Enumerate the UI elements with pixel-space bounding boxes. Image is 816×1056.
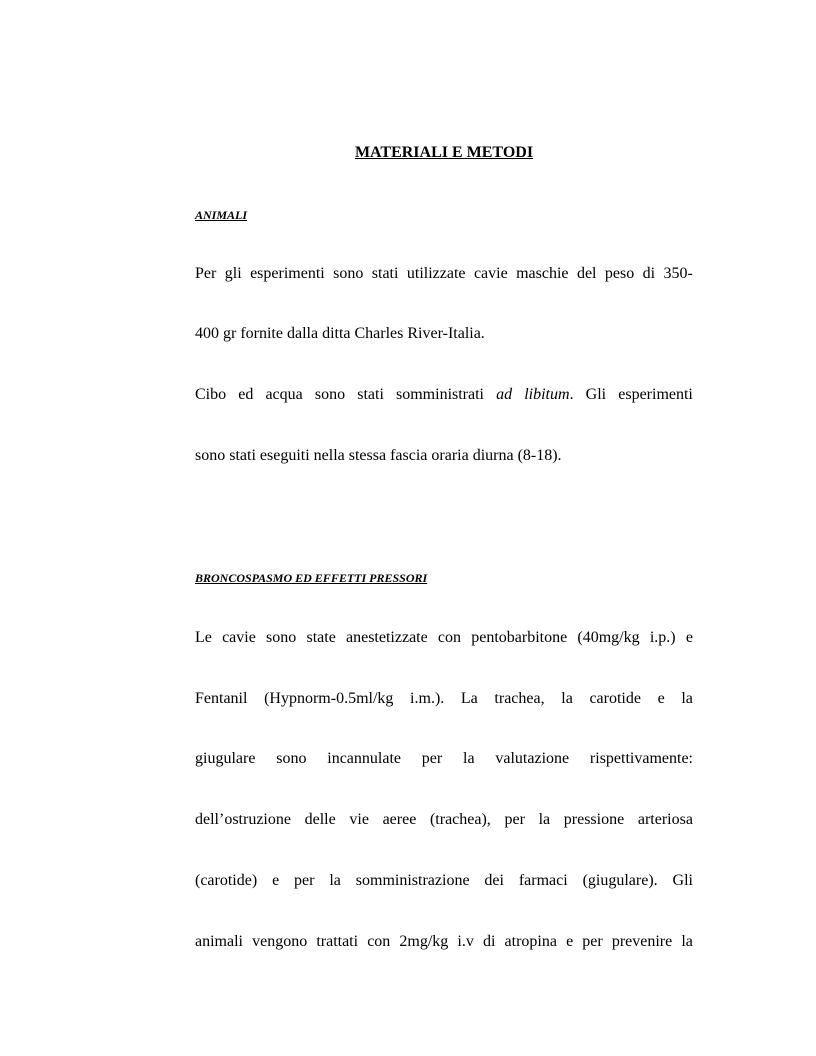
word: la [681,690,693,707]
paragraph-line [195,385,693,405]
word: farmaci [518,872,568,889]
word: (Hypnorm-0.5ml/kg [264,690,394,707]
word: Gli [585,386,607,403]
word: 2mg/kg [399,933,449,950]
word: sono [314,386,346,403]
word: peso [604,265,635,282]
word: animali [195,933,243,950]
word: Gli [672,872,693,889]
word: Per [195,265,217,282]
word: vengono [252,933,308,950]
word: per [504,811,525,828]
word: per [582,933,603,950]
word: dei [484,872,504,889]
word: anestetizzate [346,629,428,646]
word: per [421,750,443,767]
paragraph-line [195,689,693,709]
word: (giugulare). [582,872,658,889]
word: sono [333,265,364,282]
paragraph-line [195,871,693,891]
line-text: sono stati eseguiti nella stessa fascia oraria diurna (8-18). [195,447,562,464]
word: la [463,750,475,767]
word: la [329,872,341,889]
paragraph-line [195,628,693,648]
word: e [685,629,693,646]
word: maschie [516,265,569,282]
word: la [538,811,551,828]
word: incannulate [327,750,401,767]
paragraph-line [195,264,693,284]
word: e [566,933,574,950]
word: cavie [222,629,256,646]
word: per [294,872,315,889]
word: 350- [663,265,693,282]
word: sono [276,750,307,767]
italic-word: ad [496,386,513,403]
word: e [657,690,665,707]
paragraph-line [195,810,693,830]
word: giugulare [195,750,256,767]
word: pressione [563,811,625,828]
word: stati [371,265,399,282]
word: i.m.). [410,690,445,707]
word: con [437,629,462,646]
word: cavie [473,265,508,282]
word: esperimenti [250,265,325,282]
word: gli [224,265,242,282]
word: di [482,933,496,950]
word: stati [357,386,384,403]
word: (trachea), [429,811,491,828]
word: la [561,690,573,707]
italic-word: libitum. [524,386,574,403]
word: di [642,265,656,282]
word: rispettivamente: [589,750,693,767]
word: aeree [382,811,417,828]
paragraph-line [195,324,693,344]
word: acqua [265,386,303,403]
word: Le [195,629,212,646]
word: trattati [316,933,359,950]
word: atropina [504,933,557,950]
section-heading-broncospasmo: BRONCOSPASMO ED EFFETTI PRESSORI [195,571,428,585]
word: con [367,933,391,950]
word: ed [238,386,254,403]
page-title: MATERIALI E METODI [354,144,534,161]
word: i.p.) [649,629,676,646]
word: sono [266,629,297,646]
paragraph-line [195,446,693,466]
word: Fentanil [195,690,248,707]
word: La [460,690,478,707]
word: valutazione [495,750,570,767]
word: la [681,933,693,950]
word: state [306,629,336,646]
word: (carotide) [195,872,258,889]
word: vie [349,811,369,828]
word: somministrazione [355,872,470,889]
word: delle [304,811,336,828]
word: i.v [457,933,474,950]
word: prevenire [611,933,673,950]
word: utilizzate [406,265,466,282]
word: dell’ostruzione [195,811,291,828]
paragraph-line [195,932,693,952]
paragraph-line [195,749,693,769]
word: del [576,265,597,282]
word: e [272,872,280,889]
section-heading-animali: ANIMALI [195,208,248,222]
word: (40mg/kg [577,629,640,646]
word: pentobarbitone [471,629,568,646]
word: arteriosa [637,811,693,828]
word: Cibo [195,386,227,403]
word: trachea, [494,690,545,707]
word: carotide [589,690,641,707]
word: somministrati [396,386,484,403]
word: esperimenti [618,386,693,403]
line-text: 400 gr fornite dalla ditta Charles River-Italia. [195,325,485,342]
